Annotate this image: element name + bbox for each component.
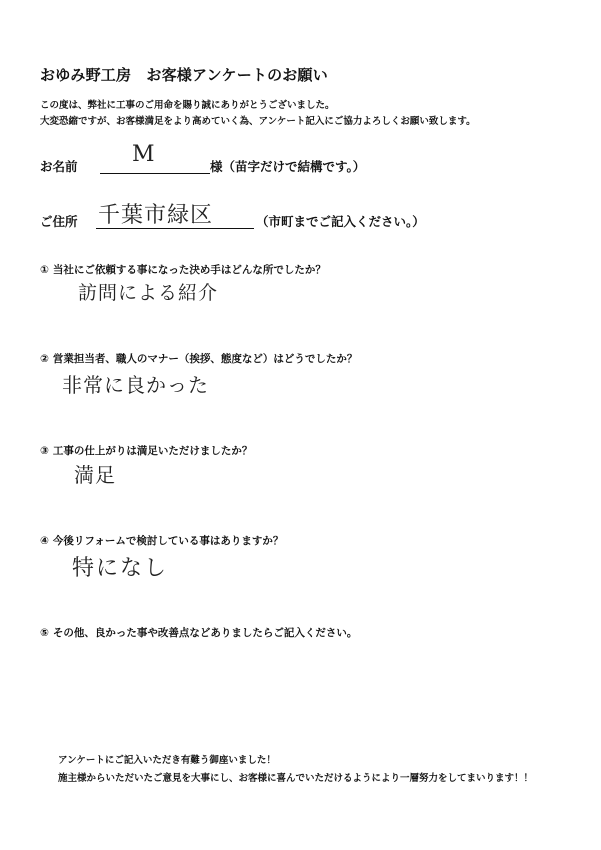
question-1-number: ①	[40, 264, 49, 276]
question-1-text: 当社にご依頼する事になった決め手はどんな所でしたか？	[52, 264, 326, 276]
question-4-number: ④	[40, 535, 49, 547]
page-title: おゆみ野工房 お客様アンケートのお願い	[40, 66, 328, 84]
question-3	[40, 443, 252, 458]
name-suffix: 様（苗字だけで結構です。）	[210, 159, 366, 174]
question-4-text: 今後リフォームで検討している事はありますか？	[52, 535, 284, 547]
answer-1[interactable]: 訪問による紹介	[78, 282, 219, 304]
name-value[interactable]: M	[132, 142, 155, 167]
question-3-number: ③	[40, 445, 49, 457]
footer-line-2: 施主様からいただいたご意見を大事にし、お客様に喜んでいただけるようにより一層努力をしてまいります！！	[58, 773, 534, 784]
answer-3[interactable]: 満足	[74, 463, 116, 487]
address-label: ご住所	[40, 214, 78, 229]
question-3-text: 工事の仕上がりは満足いただけましたか？	[52, 445, 253, 457]
question-1	[40, 262, 326, 277]
address-suffix: （市町までご記入ください。）	[256, 214, 425, 229]
name-label: お名前	[40, 159, 78, 174]
intro-line-1: この度は、弊社に工事のご用命を賜り誠にありがとうございました。	[40, 100, 335, 111]
intro-line-2: 大変恐縮ですが、お客様満足をより高めていく為、アンケート記入にご協力よろしくお願い致します。	[40, 116, 476, 127]
question-2-number: ②	[40, 353, 49, 365]
question-2-text: 営業担当者、職人のマナー（挨拶、態度など）はどうでしたか？	[52, 353, 358, 365]
question-5	[40, 625, 357, 640]
question-5-text: その他、良かった事や改善点などありましたらご記入ください。	[52, 627, 358, 639]
answer-4[interactable]: 特になし	[72, 556, 169, 581]
name-underline	[100, 173, 210, 174]
footer-line-1: アンケートにご記入いただき有難う御座いました！	[58, 755, 276, 766]
address-value[interactable]: 千葉市緑区	[98, 203, 214, 228]
question-4	[40, 533, 283, 548]
address-underline	[96, 228, 254, 229]
question-5-number: ⑤	[40, 627, 49, 639]
answer-2[interactable]: 非常に良かった	[62, 373, 209, 397]
question-2	[40, 351, 357, 366]
